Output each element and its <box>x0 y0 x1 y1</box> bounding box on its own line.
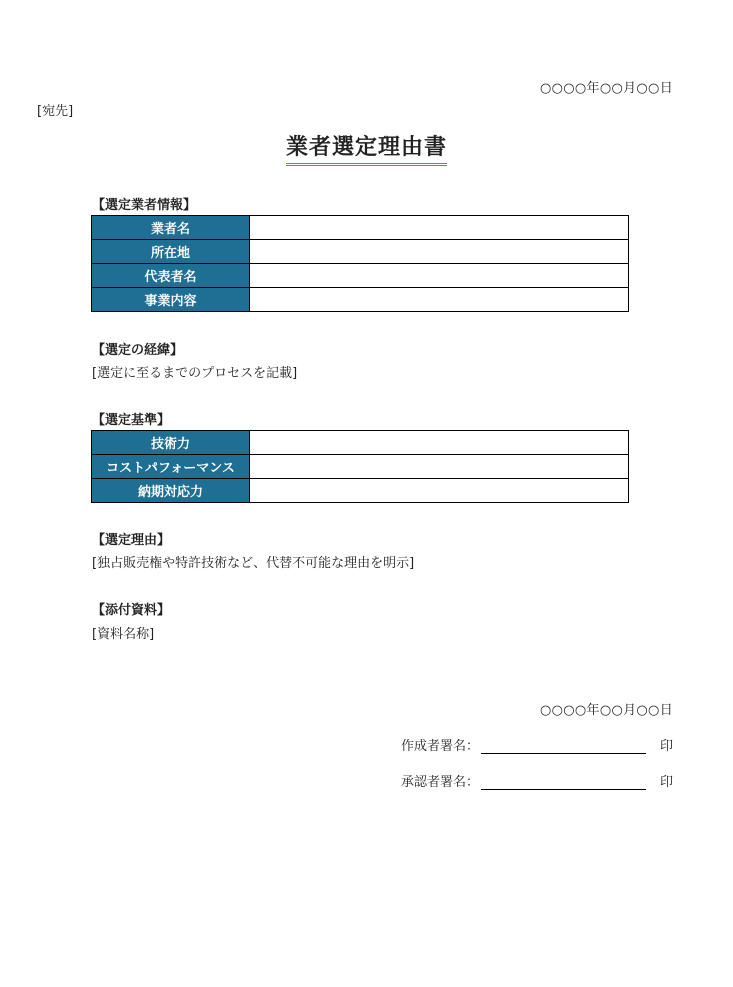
author-signature-line[interactable] <box>481 738 646 754</box>
approver-seal: 印 <box>659 775 673 790</box>
author-seal: 印 <box>659 739 673 754</box>
document-date: ○○○○年○○月○○日 <box>539 81 673 96</box>
title-wrap <box>0 130 733 166</box>
criteria-technical-label: 技術力 <box>92 431 250 455</box>
vendor-representative-label: 代表者名 <box>92 264 250 288</box>
criteria-table <box>91 430 629 503</box>
approver-signature-label: 承認者署名： <box>400 775 479 790</box>
reason-text: [独占販売権や特許技術など、代替不可能な理由を明示] <box>92 556 415 571</box>
vendor-business-cell[interactable] <box>250 288 629 312</box>
vendor-name-cell[interactable] <box>250 216 629 240</box>
attachments-heading: 【添付資料】 <box>92 603 171 618</box>
table-row <box>92 216 629 240</box>
table-row <box>92 479 629 503</box>
document-title: 業者選定理由書 <box>286 130 447 166</box>
attachments-text: [資料名称] <box>92 627 155 642</box>
table-row <box>92 240 629 264</box>
criteria-heading: 【選定基準】 <box>92 413 171 428</box>
process-text: [選定に至るまでのプロセスを記載] <box>92 366 298 381</box>
vendor-info-table <box>91 215 629 312</box>
approver-signature-line[interactable] <box>481 774 646 790</box>
approver-signature-row <box>401 771 673 790</box>
reason-heading: 【選定理由】 <box>92 533 171 548</box>
criteria-delivery-label: 納期対応力 <box>92 479 250 503</box>
table-row <box>92 288 629 312</box>
process-heading: 【選定の経緯】 <box>92 343 184 358</box>
vendor-address-label: 所在地 <box>92 240 250 264</box>
criteria-delivery-cell[interactable] <box>250 479 629 503</box>
vendor-business-label: 事業内容 <box>92 288 250 312</box>
table-row <box>92 431 629 455</box>
vendor-name-label: 業者名 <box>92 216 250 240</box>
criteria-cost-cell[interactable] <box>250 455 629 479</box>
criteria-cost-label: コストパフォーマンス <box>92 455 250 479</box>
footer-date: ○○○○年○○月○○日 <box>539 703 673 718</box>
author-signature-row <box>401 735 673 754</box>
table-row <box>92 455 629 479</box>
vendor-address-cell[interactable] <box>250 240 629 264</box>
vendor-info-heading: 【選定業者情報】 <box>92 198 197 213</box>
vendor-representative-cell[interactable] <box>250 264 629 288</box>
author-signature-label: 作成者署名： <box>400 739 479 754</box>
addressee: [宛先] <box>37 104 74 119</box>
criteria-technical-cell[interactable] <box>250 431 629 455</box>
table-row <box>92 264 629 288</box>
